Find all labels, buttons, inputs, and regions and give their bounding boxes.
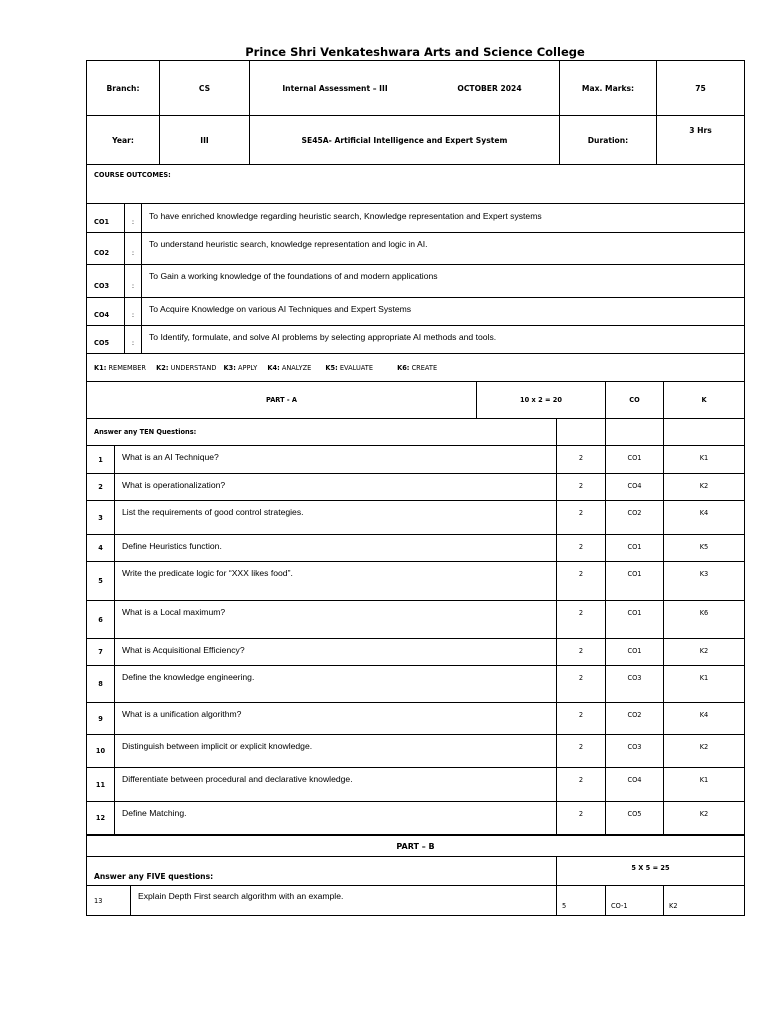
- branch-label: Branch:: [87, 61, 160, 116]
- subject-title: SE45A- Artificial Intelligence and Expert System: [250, 116, 560, 165]
- question-co: CO1: [606, 601, 664, 639]
- question-row: [87, 703, 745, 735]
- course-outcomes-heading: COURSE OUTCOMES:: [87, 165, 745, 204]
- max-marks-label: Max. Marks:: [560, 61, 657, 116]
- question-co: CO4: [606, 768, 664, 802]
- co-text: To understand heuristic search, knowledge representation and logic in AI.: [142, 233, 745, 265]
- exam-month: OCTOBER 2024: [457, 83, 522, 93]
- college-title: Prince Shri Venkateshwara Arts and Science College: [245, 45, 585, 59]
- exam-name: Internal Assessment – III: [282, 83, 388, 93]
- question-text: What is Acquisitional Efficiency?: [115, 639, 557, 666]
- co-code: CO4: [87, 298, 125, 326]
- co-code: CO5: [87, 326, 125, 354]
- question-k: K4: [664, 703, 745, 735]
- question-number: 5: [87, 562, 115, 601]
- k-level: K4: ANALYZE: [267, 363, 312, 372]
- question-number: 9: [87, 703, 115, 735]
- question-co: CO1: [606, 535, 664, 562]
- question-text: Distinguish between implicit or explicit knowledge.: [115, 735, 557, 768]
- k-level: K1: REMEMBER: [94, 363, 147, 372]
- question-row: [87, 768, 745, 802]
- question-row: [87, 735, 745, 768]
- question-co: CO5: [606, 802, 664, 835]
- part-a-header-table: [86, 381, 745, 419]
- co-row: [87, 233, 745, 265]
- duration-value: 3 Hrs: [657, 116, 745, 165]
- part-a-title: PART - A: [87, 382, 477, 419]
- question-row: [87, 501, 745, 535]
- question-co: CO1: [606, 446, 664, 474]
- question-co: CO1: [606, 639, 664, 666]
- year-label: Year:: [87, 116, 160, 165]
- part-b-marks: 5 X 5 = 25: [557, 857, 745, 886]
- k-column-header: K: [664, 382, 745, 419]
- question-marks: 2: [557, 501, 606, 535]
- question-co: CO1: [606, 562, 664, 601]
- question-k: K1: [664, 666, 745, 703]
- max-marks-value: 75: [657, 61, 745, 116]
- question-co: CO4: [606, 474, 664, 501]
- co-text: To Gain a working knowledge of the foundations of and modern applications: [142, 265, 745, 298]
- question-row: [87, 886, 745, 916]
- question-k: K2: [664, 802, 745, 835]
- part-b-header-table: [86, 835, 745, 886]
- co-separator: :: [125, 233, 142, 265]
- co-code: CO3: [87, 265, 125, 298]
- question-marks: 2: [557, 535, 606, 562]
- question-row: [87, 601, 745, 639]
- co-code: CO2: [87, 233, 125, 265]
- part-a-marks: 10 x 2 = 20: [477, 382, 606, 419]
- question-text: List the requirements of good control strategies.: [115, 501, 557, 535]
- question-text: Define Heuristics function.: [115, 535, 557, 562]
- question-k: K6: [664, 601, 745, 639]
- part-a-instruction: Answer any TEN Questions:: [87, 419, 557, 446]
- co-text: To Identify, formulate, and solve AI problems by selecting appropriate AI methods and tools.: [142, 326, 745, 354]
- question-marks: 2: [557, 666, 606, 703]
- question-co: CO2: [606, 703, 664, 735]
- question-number: 7: [87, 639, 115, 666]
- question-text: What is a Local maximum?: [115, 601, 557, 639]
- exam-info: [250, 61, 560, 116]
- exam-header-table: [86, 60, 745, 165]
- co-text: To Acquire Knowledge on various AI Techniques and Expert Systems: [142, 298, 745, 326]
- co-row: [87, 326, 745, 354]
- co-separator: :: [125, 265, 142, 298]
- question-number: 1: [87, 446, 115, 474]
- question-co: CO3: [606, 735, 664, 768]
- year-value: III: [160, 116, 250, 165]
- k-level: K6: CREATE: [397, 363, 438, 372]
- question-text: Define the knowledge engineering.: [115, 666, 557, 703]
- question-number: 2: [87, 474, 115, 501]
- question-number: 8: [87, 666, 115, 703]
- question-row: [87, 474, 745, 501]
- co-row: [87, 298, 745, 326]
- question-co: CO3: [606, 666, 664, 703]
- question-number: 13: [87, 886, 131, 916]
- question-text: Differentiate between procedural and declarative knowledge.: [115, 768, 557, 802]
- question-k: K2: [664, 474, 745, 501]
- co-code: CO1: [87, 204, 125, 233]
- co-text: To have enriched knowledge regarding heuristic search, Knowledge representation and Expert systems: [142, 204, 745, 233]
- question-text: Define Matching.: [115, 802, 557, 835]
- part-b-instruction: Answer any FIVE questions:: [87, 857, 557, 886]
- question-row: [87, 666, 745, 703]
- question-marks: 2: [557, 768, 606, 802]
- question-text: Explain Depth First search algorithm with an example.: [131, 886, 557, 916]
- question-k: K5: [664, 535, 745, 562]
- question-row: [87, 535, 745, 562]
- question-row: [87, 446, 745, 474]
- question-marks: 2: [557, 601, 606, 639]
- question-number: 6: [87, 601, 115, 639]
- question-co: CO2: [606, 501, 664, 535]
- question-k: K2: [664, 735, 745, 768]
- question-text: What is a unification algorithm?: [115, 703, 557, 735]
- question-k: K3: [664, 562, 745, 601]
- k-levels-legend: [87, 354, 745, 382]
- question-k: K2: [664, 886, 745, 916]
- question-k: K4: [664, 501, 745, 535]
- question-number: 4: [87, 535, 115, 562]
- question-marks: 2: [557, 562, 606, 601]
- question-k: K1: [664, 446, 745, 474]
- co-separator: :: [125, 298, 142, 326]
- question-marks: 2: [557, 639, 606, 666]
- question-text: What is operationalization?: [115, 474, 557, 501]
- question-text: Write the predicate logic for “XXX likes food”.: [115, 562, 557, 601]
- part-b-questions-table: [86, 885, 745, 916]
- co-column-header: CO: [606, 382, 664, 419]
- question-row: [87, 639, 745, 666]
- co-row: [87, 204, 745, 233]
- question-k: K2: [664, 639, 745, 666]
- question-marks: 2: [557, 474, 606, 501]
- question-co: CO-1: [606, 886, 664, 916]
- k-level: K3: APPLY: [223, 363, 258, 372]
- question-marks: 2: [557, 802, 606, 835]
- k-level: K2: UNDERSTAND: [156, 363, 217, 372]
- co-separator: :: [125, 326, 142, 354]
- question-number: 3: [87, 501, 115, 535]
- question-marks: 5: [557, 886, 606, 916]
- branch-value: CS: [160, 61, 250, 116]
- question-row: [87, 802, 745, 835]
- question-number: 12: [87, 802, 115, 835]
- question-number: 11: [87, 768, 115, 802]
- part-a-questions-table: [86, 418, 745, 835]
- question-k: K1: [664, 768, 745, 802]
- course-outcomes-table: [86, 164, 745, 382]
- k-level: K5: EVALUATE: [325, 363, 373, 372]
- duration-label: Duration:: [560, 116, 657, 165]
- co-separator: :: [125, 204, 142, 233]
- question-text: What is an AI Technique?: [115, 446, 557, 474]
- co-row: [87, 265, 745, 298]
- question-marks: 2: [557, 703, 606, 735]
- question-marks: 2: [557, 446, 606, 474]
- question-row: [87, 562, 745, 601]
- question-marks: 2: [557, 735, 606, 768]
- part-b-title: PART – B: [87, 836, 745, 857]
- question-number: 10: [87, 735, 115, 768]
